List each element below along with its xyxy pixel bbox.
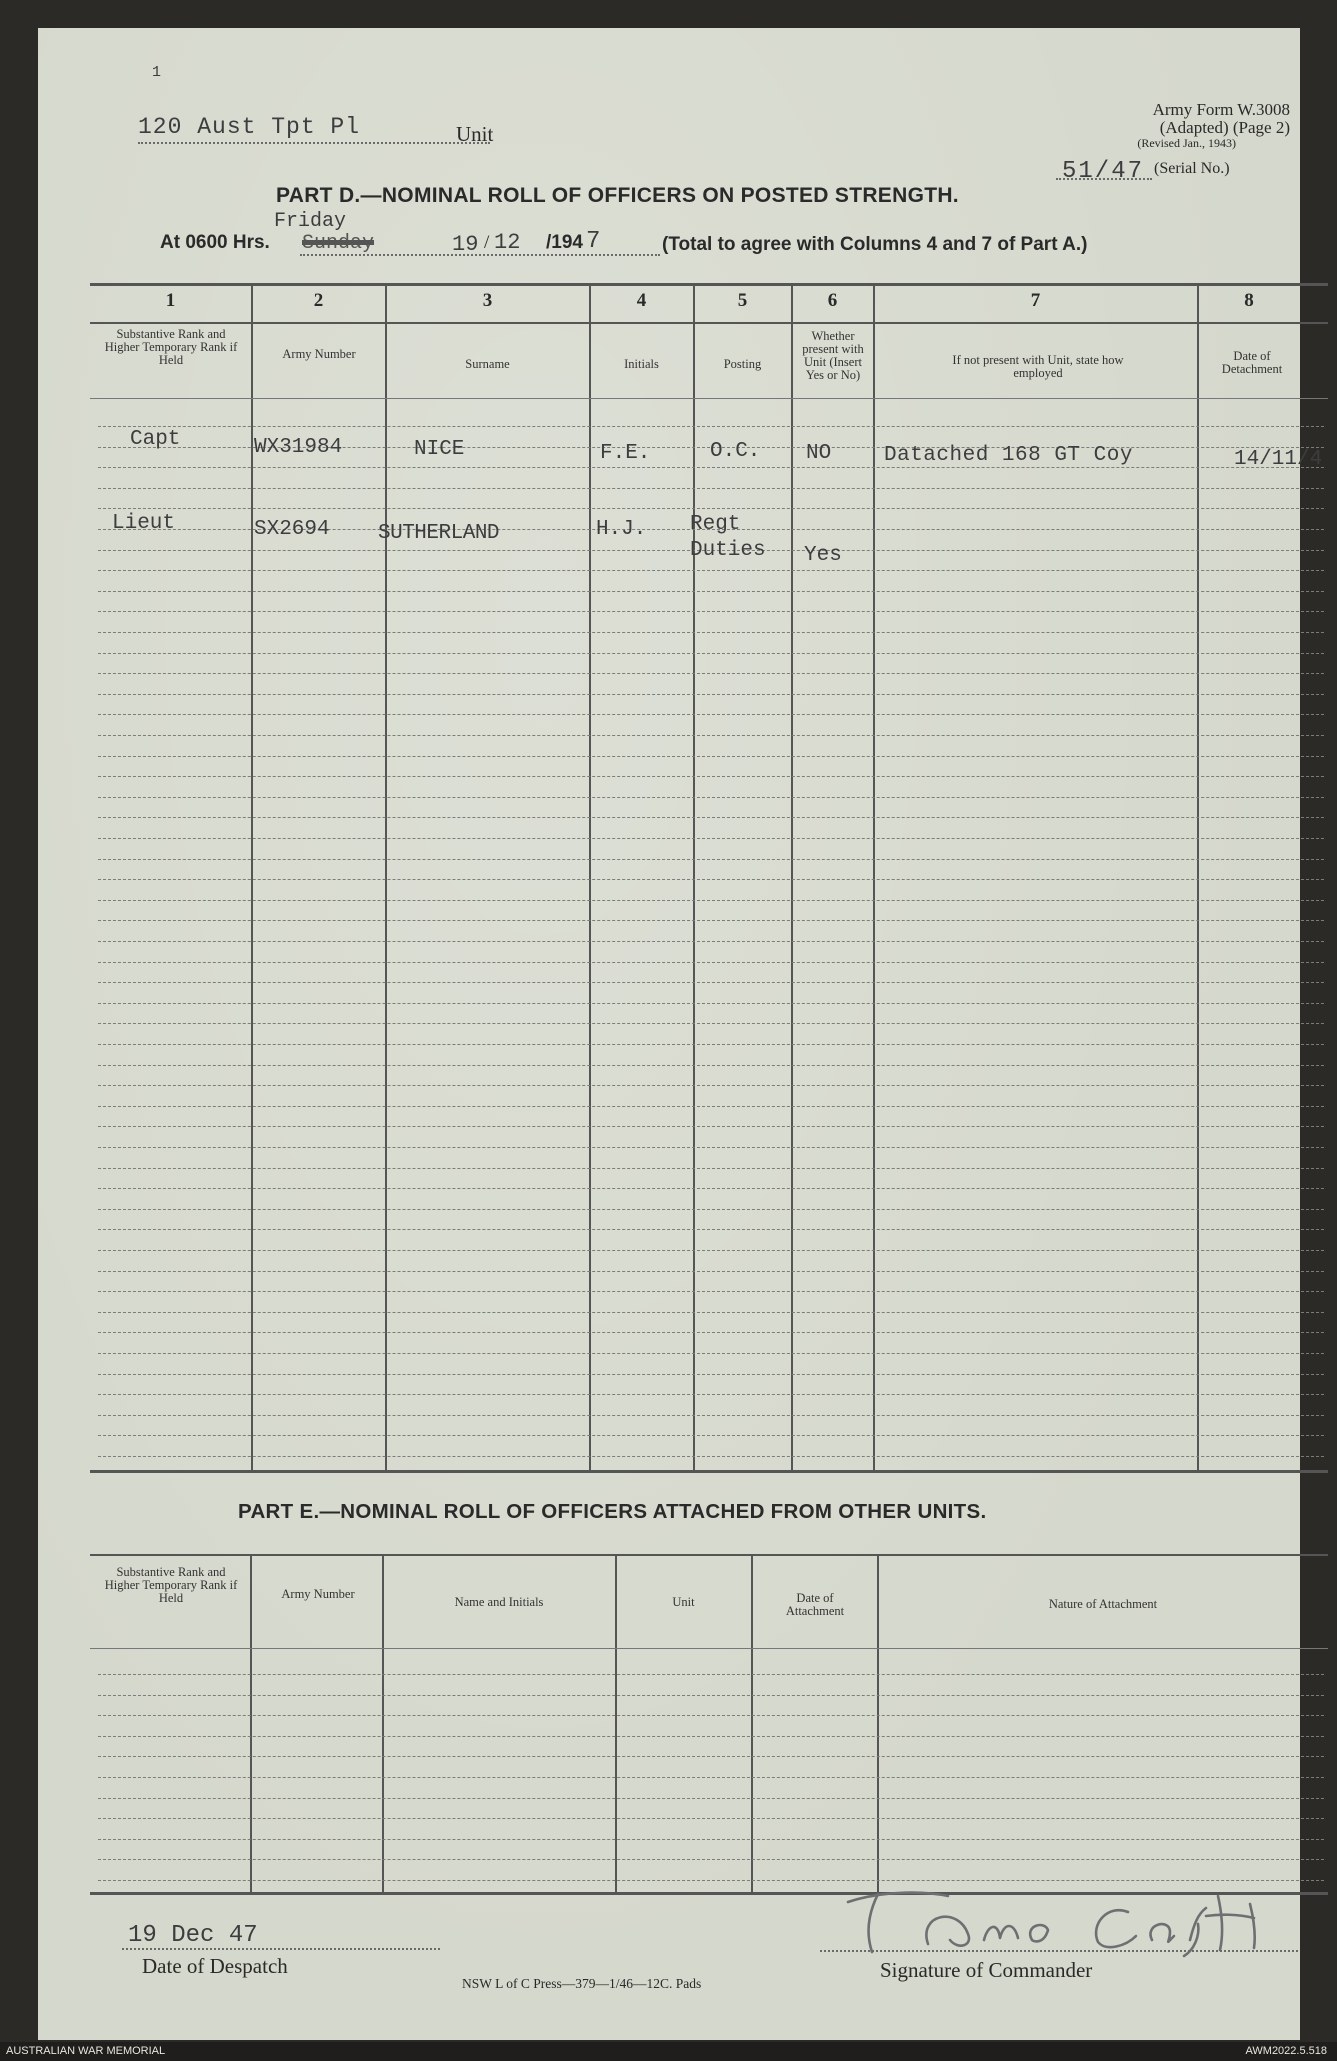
part-d-col-divider: [693, 284, 695, 1470]
ruled-line: [98, 982, 1324, 983]
ruled-line: [98, 1188, 1324, 1189]
ruled-line: [98, 1880, 1324, 1881]
part-d-col-divider: [1197, 284, 1199, 1470]
row1-employed: Datached 168 GT Coy: [884, 444, 1133, 467]
archive-strip: [0, 2042, 1337, 2061]
ruled-line: [98, 632, 1324, 633]
ruled-line: [98, 508, 1324, 509]
row1-surname: NICE: [414, 438, 465, 461]
colnum-8: 8: [1244, 290, 1254, 311]
row2-posting: Regt Duties: [690, 513, 766, 562]
ruled-line: [98, 756, 1324, 757]
part-d-col-divider: [385, 284, 387, 1470]
ruled-line: [98, 817, 1324, 818]
ruled-line: [98, 1839, 1324, 1840]
row1-army-number: WX31984: [254, 436, 343, 459]
ruled-line: [98, 1674, 1324, 1675]
colnum-6: 6: [827, 290, 838, 311]
ruled-line: [98, 962, 1324, 963]
row1-initials: F.E.: [600, 442, 651, 465]
ruled-line: [98, 1756, 1324, 1757]
part-e-col-divider: [751, 1555, 753, 1892]
colnum-1: 1: [165, 290, 176, 311]
despatch-value: 19 Dec 47: [128, 1922, 258, 1949]
form-id: Army Form W.3008: [1152, 100, 1290, 119]
ruled-line: [98, 653, 1324, 654]
ruled-line: [98, 488, 1324, 489]
ruled-line: [98, 1415, 1324, 1416]
ruled-line: [98, 838, 1324, 839]
e-col-header-nature: Nature of Attachment: [1048, 1597, 1158, 1611]
part-d-col-divider: [251, 284, 253, 1470]
col-header-present: Whether present with Unit (Insert Yes or No): [802, 329, 864, 382]
part-d-top-rule: [90, 283, 1328, 286]
ruled-line: [98, 1798, 1324, 1799]
ruled-line: [98, 1736, 1324, 1737]
ruled-line: [98, 467, 1324, 468]
ruled-line: [98, 1003, 1324, 1004]
ruled-line: [98, 1250, 1324, 1251]
part-e-top-rule: [90, 1554, 1328, 1556]
e-col-header-army-number: Army Number: [281, 1587, 355, 1601]
ruled-line: [98, 1777, 1324, 1778]
signature-label: Signature of Commander: [880, 1958, 1093, 1982]
ruled-line: [98, 1456, 1324, 1457]
ruled-line: [98, 1168, 1324, 1169]
ruled-line: [98, 694, 1324, 695]
ruled-line: [98, 1374, 1324, 1375]
serial-prefix-mark: 1: [152, 64, 162, 81]
ruled-line: [98, 1435, 1324, 1436]
row1-rank: Capt: [130, 428, 181, 451]
ruled-line: [98, 1394, 1324, 1395]
part-d-note: (Total to agree with Columns 4 and 7 of Part A.): [662, 234, 1088, 255]
ruled-line: [98, 920, 1324, 921]
ruled-line: [98, 591, 1324, 592]
ruled-line: [98, 1818, 1324, 1819]
date-month: 12: [494, 230, 521, 255]
ruled-line: [98, 1715, 1324, 1716]
part-d-col-divider: [589, 284, 591, 1470]
archive-accession: AWM2022.5.518: [1245, 2045, 1327, 2057]
signature-dotted-line: [820, 1950, 1298, 1952]
ruled-line: [98, 1312, 1324, 1313]
part-d-col-divider: [873, 284, 875, 1470]
colnum-5: 5: [737, 290, 748, 311]
ruled-line: [98, 879, 1324, 880]
ruled-line: [98, 714, 1324, 715]
at-prefix: At 0600 Hrs.: [160, 232, 270, 253]
e-col-header-rank: Substantive Rank and Higher Temporary Rank if Held: [104, 1565, 238, 1605]
row2-surname: SUTHERLAND: [378, 522, 500, 545]
ruled-line: [98, 859, 1324, 860]
ruled-line: [98, 1085, 1324, 1086]
commander-signature: [808, 1884, 1308, 1958]
colnum-7: 7: [1030, 290, 1041, 311]
e-col-header-date-attachment: Date of Attachment: [785, 1591, 845, 1618]
form-revised: (Revised Jan., 1943): [1137, 136, 1236, 150]
ruled-line: [98, 1332, 1324, 1333]
ruled-line: [98, 1209, 1324, 1210]
ruled-line: [98, 1106, 1324, 1107]
ruled-line: [98, 1291, 1324, 1292]
day-typed: Friday: [274, 210, 347, 233]
ruled-line: [98, 1695, 1324, 1696]
ruled-line: [98, 941, 1324, 942]
ruled-line: [98, 1859, 1324, 1860]
colnum-4: 4: [636, 290, 647, 311]
ruled-line: [98, 426, 1324, 427]
ruled-line: [98, 570, 1324, 571]
ruled-line: [98, 1023, 1324, 1024]
archive-credit: AUSTRALIAN WAR MEMORIAL: [6, 2045, 166, 2057]
despatch-dotted-line: [122, 1948, 440, 1950]
day-struck: Sunday: [302, 232, 375, 255]
unit-value: 120 Aust Tpt Pl: [138, 114, 361, 140]
date-day: 19: [452, 232, 479, 257]
ruled-line: [98, 1044, 1324, 1045]
part-e-header-rule: [90, 1648, 1328, 1649]
unit-label: Unit: [456, 122, 494, 146]
despatch-label: Date of Despatch: [142, 1954, 288, 1978]
col-header-employed: If not present with Unit, state how employed: [952, 353, 1124, 380]
colnum-2: 2: [313, 290, 324, 311]
serial-dotted-line: [1056, 178, 1152, 180]
row1-posting: O.C.: [710, 440, 761, 463]
row1-present: NO: [806, 442, 832, 465]
row2-present: Yes: [804, 544, 842, 567]
ruled-line: [98, 900, 1324, 901]
date-dotted-line: [300, 254, 660, 256]
ruled-line: [98, 735, 1324, 736]
unit-dotted-line: [138, 142, 490, 144]
part-e-col-divider: [250, 1555, 252, 1892]
ruled-line: [98, 673, 1324, 674]
e-col-header-unit: Unit: [672, 1595, 695, 1609]
row2-rank: Lieut: [112, 512, 176, 535]
ruled-line: [98, 1271, 1324, 1272]
ruled-line: [98, 1147, 1324, 1148]
part-d-col-divider: [791, 284, 793, 1470]
serial-value: 51/47: [1062, 158, 1145, 185]
part-d-bottom-rule: [90, 1470, 1328, 1473]
year-suffix: 7: [586, 228, 601, 255]
col-header-initials: Initials: [624, 357, 659, 371]
ruled-line: [98, 797, 1324, 798]
ruled-line: [98, 611, 1324, 612]
ruled-line: [98, 1353, 1324, 1354]
col-header-rank: Substantive Rank and Higher Temporary Rank if Held: [104, 327, 238, 367]
year-prefix: /194: [546, 232, 583, 253]
ruled-line: [98, 1126, 1324, 1127]
ruled-line: [98, 776, 1324, 777]
part-d-number-rule: [90, 322, 1328, 324]
ruled-line: [98, 1229, 1324, 1230]
serial-label: (Serial No.): [1154, 160, 1230, 177]
col-header-posting: Posting: [723, 357, 762, 371]
part-e-title: PART E.—NOMINAL ROLL OF OFFICERS ATTACHED FROM OTHER UNITS.: [238, 1500, 987, 1523]
row2-initials: H.J.: [596, 518, 647, 541]
col-header-date-detachment: Date of Detachment: [1221, 349, 1283, 376]
ruled-line: [98, 1065, 1324, 1066]
row2-army-number: SX2694: [254, 518, 330, 541]
form-adapted: (Adapted) (Page 2): [1159, 118, 1290, 137]
colnum-3: 3: [482, 290, 493, 311]
printer-imprint: NSW L of C Press—379—1/46—12C. Pads: [462, 1976, 702, 1991]
form-sheet: [38, 28, 1323, 2040]
date-sep-1: /: [484, 232, 490, 253]
e-col-header-name-initials: Name and Initials: [454, 1595, 544, 1609]
col-header-army-number: Army Number: [282, 347, 356, 361]
col-header-surname: Surname: [465, 357, 510, 371]
row1-date-detachment: 14/11/4: [1234, 448, 1323, 471]
part-d-header-rule: [90, 398, 1328, 399]
part-d-title: PART D.—NOMINAL ROLL OF OFFICERS ON POSTED STRENGTH.: [276, 184, 959, 207]
